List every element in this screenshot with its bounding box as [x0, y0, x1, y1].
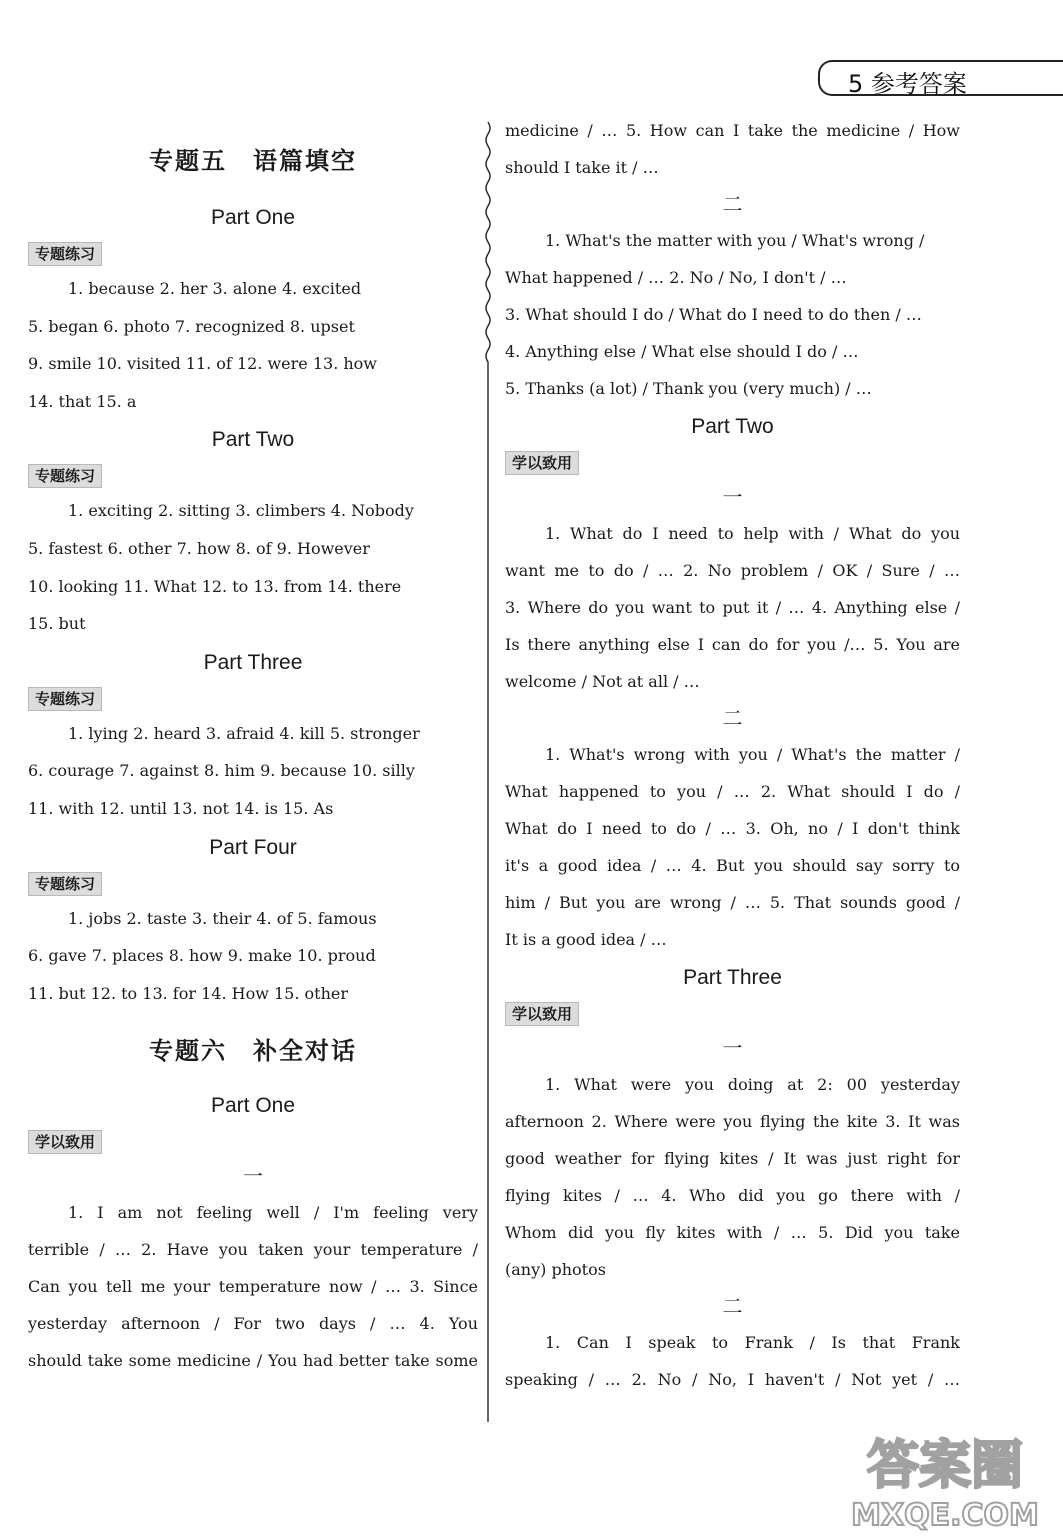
answer-line: yesterday afternoon / For two days / … 4. You	[28, 1314, 478, 1334]
page-label: 5 参考答案	[848, 70, 967, 98]
topic-5-title: 专题五 语篇填空	[149, 147, 357, 175]
answer-line: 14. that 15. a	[28, 391, 137, 411]
answer-line: him / But you are wrong / … 5. That sounds good /	[505, 893, 960, 912]
section-number: 一	[722, 485, 743, 509]
answer-line: 6. courage 7. against 8. him 9. because 10. silly	[28, 761, 415, 781]
part-four-title: Part Four	[209, 835, 297, 859]
section-number: 二	[722, 1294, 743, 1318]
answer-line: Whom did you fly kites with / … 5. Did you take	[505, 1223, 960, 1242]
left-column	[28, 140, 478, 1379]
answer-line: it's a good idea / … 4. But you should say sorry to	[505, 856, 960, 875]
answer-line: 1. What's the matter with you / What's wrong /	[545, 231, 925, 250]
watermark-url: MXQE.COM	[851, 1498, 1039, 1533]
right-column	[505, 112, 960, 1398]
answer-line: speaking / … 2. No / No, I haven't / Not yet / …	[505, 1370, 960, 1389]
answer-line: What do I need to do / … 3. Oh, no / I don't think	[505, 819, 960, 838]
answer-line: welcome / Not at all / …	[505, 672, 700, 691]
answer-line: 15. but	[28, 614, 86, 634]
practice-badge: 专题练习	[28, 687, 102, 711]
answer-line: 1. exciting 2. sitting 3. climbers 4. Nobody	[68, 501, 414, 521]
answer-line: What happened / … 2. No / No, I don't / …	[505, 268, 847, 287]
answer-line: 1. What do I need to help with / What do you	[545, 524, 960, 543]
part-two-title: Part Two	[211, 428, 295, 452]
answer-line: 1. What were you doing at 2: 00 yesterday	[545, 1075, 960, 1094]
answer-line: should take some medicine / You had better take some	[28, 1351, 478, 1371]
answer-line: 1. I am not feeling well / I'm feeling very	[68, 1203, 478, 1223]
answer-line: 6. gave 7. places 8. how 9. make 10. proud	[28, 946, 376, 966]
watermark-logo	[835, 1425, 1055, 1533]
section-number: 二	[722, 192, 743, 216]
answer-line: 11. but 12. to 13. for 14. How 15. other	[28, 983, 349, 1003]
answer-line: What happened to you / … 2. What should I do /	[505, 782, 960, 801]
apply-badge: 学以致用	[505, 451, 579, 475]
answer-line: Can you tell me your temperature now / … 3. Since	[28, 1277, 478, 1297]
section-number: 二	[722, 706, 743, 730]
apply-badge: 学以致用	[28, 1130, 102, 1154]
answer-line: 1. What's wrong with you / What's the matter /	[545, 745, 960, 764]
answer-line: 1. because 2. her 3. alone 4. excited	[68, 279, 362, 298]
answer-line: 3. What should I do / What do I need to do then / …	[505, 305, 922, 324]
part-one-title: Part One	[210, 206, 296, 229]
part-three-title: Part Three	[203, 650, 303, 674]
answer-line: 4. Anything else / What else should I do / …	[505, 342, 859, 361]
answer-line: Is there anything else I can do for you /… 5. You are	[505, 635, 960, 654]
answer-line: 9. smile 10. visited 11. of 12. were 13. how	[28, 354, 377, 374]
practice-badge: 专题练习	[28, 872, 102, 896]
answer-line: medicine / … 5. How can I take the medicine / How	[505, 121, 960, 140]
watermark-text: 答案圈	[866, 1436, 1024, 1496]
answer-line: should I take it / …	[505, 158, 659, 177]
section-number: 一	[243, 1164, 263, 1189]
page-header-tab	[818, 60, 1063, 96]
topic-6-title: 专题六 补全对话	[149, 1037, 357, 1066]
answer-line: It is a good idea / …	[505, 930, 667, 949]
part-one-title: Part One	[210, 1094, 296, 1118]
answer-line: 5. fastest 6. other 7. how 8. of 9. However	[28, 538, 370, 558]
answer-line: 1. jobs 2. taste 3. their 4. of 5. famous	[68, 908, 377, 928]
practice-badge: 专题练习	[28, 242, 102, 266]
answer-line: 5. Thanks (a lot) / Thank you (very much) / …	[505, 379, 872, 398]
part-two-title: Part Two	[691, 415, 774, 438]
answer-line: 3. Where do you want to put it / … 4. Anything else /	[505, 598, 960, 617]
column-divider	[483, 122, 493, 1422]
apply-badge: 学以致用	[505, 1002, 579, 1026]
answer-line: 5. began 6. photo 7. recognized 8. upset	[28, 316, 355, 336]
answer-line: want me to do / … 2. No problem / OK / Sure / …	[505, 561, 960, 580]
part-three-title: Part Three	[683, 966, 782, 989]
answer-line: flying kites / … 4. Who did you go there with /	[505, 1186, 960, 1205]
answer-line: 10. looking 11. What 12. to 13. from 14. there	[28, 576, 402, 596]
section-number: 一	[722, 1036, 743, 1060]
answer-line: (any) photos	[505, 1260, 606, 1279]
answer-line: afternoon 2. Where were you flying the kite 3. It was	[505, 1112, 960, 1131]
answer-line: terrible / … 2. Have you taken your temperature /	[28, 1240, 478, 1260]
answer-line: 1. Can I speak to Frank / Is that Frank	[545, 1333, 960, 1352]
answer-line: 11. with 12. until 13. not 14. is 15. As	[28, 798, 334, 818]
answer-line: good weather for flying kites / It was just right for	[505, 1149, 960, 1168]
practice-badge: 专题练习	[28, 464, 102, 488]
answer-line: 1. lying 2. heard 3. afraid 4. kill 5. stronger	[68, 723, 420, 743]
